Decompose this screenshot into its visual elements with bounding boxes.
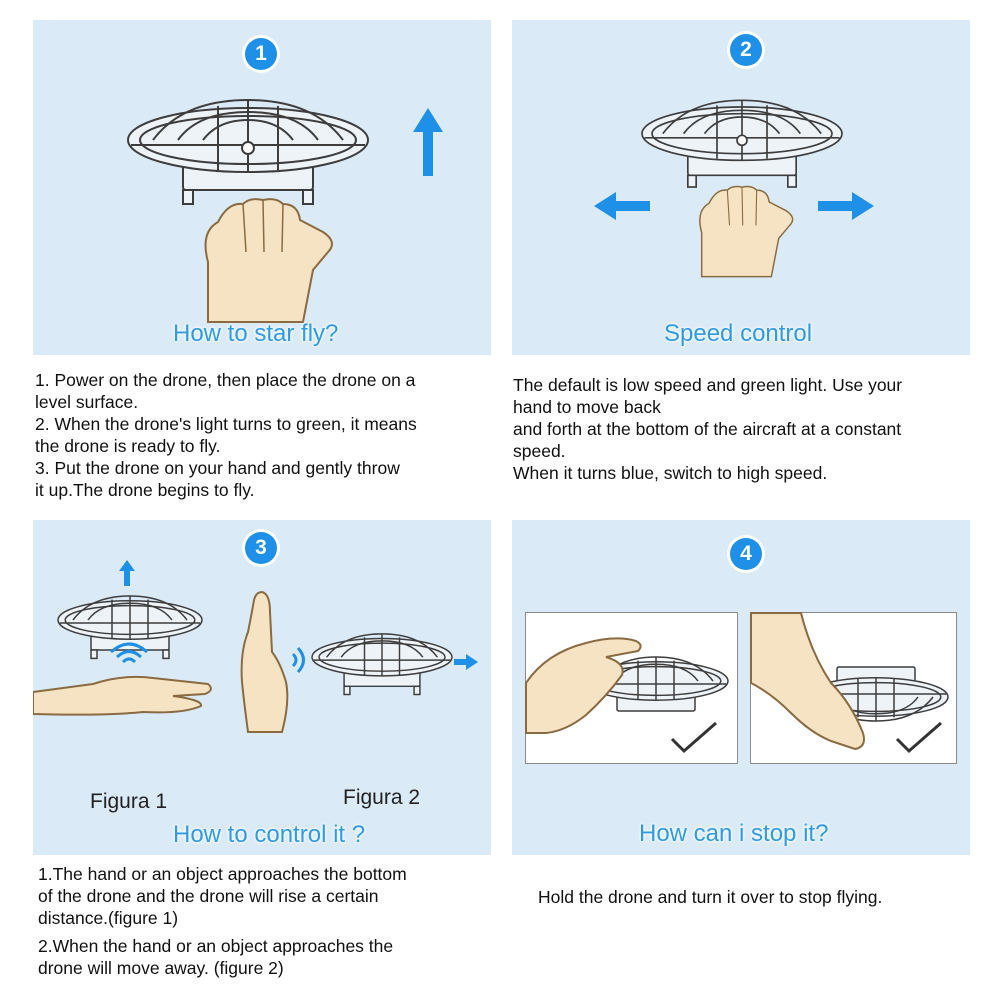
drone-icon xyxy=(309,628,455,698)
arrow-right-icon xyxy=(454,654,478,670)
step3-line-4: 2.When the hand or an object approaches the xyxy=(38,936,394,956)
step2-description xyxy=(513,374,973,484)
step2-line-2: hand to move back xyxy=(513,397,661,417)
step2-line-5: When it turns blue, switch to high speed. xyxy=(513,463,828,483)
step2-title: Speed control xyxy=(664,320,813,347)
arrow-up-icon xyxy=(119,560,135,586)
step1-number-badge: 1 xyxy=(245,38,277,70)
step1-line-4: the drone is ready to fly. xyxy=(35,436,221,456)
drone-icon xyxy=(637,92,847,192)
step2-line-1: The default is low speed and green light. Use your xyxy=(513,375,903,395)
step3-line-5: drone will move away. (figure 2) xyxy=(38,958,284,978)
stop-step-frame-left xyxy=(525,612,738,764)
step1-line-5: 3. Put the drone on your hand and gently throw xyxy=(35,458,400,478)
arrow-right-icon xyxy=(818,192,874,220)
step2-line-3: and forth at the bottom of the aircraft at a constant xyxy=(513,419,902,439)
hand-icon xyxy=(751,613,871,763)
step4-description xyxy=(538,886,978,908)
step2-number-badge: 2 xyxy=(730,34,762,66)
step3-line-3: distance.(figure 1) xyxy=(38,908,179,928)
step3-description xyxy=(38,863,488,979)
step1-line-1: 1. Power on the drone, then place the drone on a xyxy=(35,370,416,390)
hand-icon xyxy=(238,592,290,732)
step4-panel xyxy=(512,520,970,855)
arrow-up-icon xyxy=(413,108,443,178)
checkmark-icon xyxy=(670,721,718,755)
step1-line-6: it up.The drone begins to fly. xyxy=(35,480,255,500)
figure1-label: Figura 1 xyxy=(90,790,168,813)
hand-icon xyxy=(526,623,646,733)
stop-step-frame-right xyxy=(750,612,957,764)
step3-number-badge: 3 xyxy=(245,532,277,564)
step4-number-badge: 4 xyxy=(730,538,762,570)
step1-panel xyxy=(33,20,491,355)
signal-waves-icon xyxy=(109,640,149,668)
step3-panel xyxy=(33,520,491,855)
hand-icon xyxy=(33,670,213,720)
step3-title: How to control it ? xyxy=(173,821,366,848)
step2-line-4: speed. xyxy=(513,441,566,461)
signal-waves-icon xyxy=(289,642,309,678)
hand-icon xyxy=(687,178,797,280)
step3-line-1: 1.The hand or an object approaches the bottom xyxy=(38,864,407,884)
step1-line-3: 2. When the drone's light turns to green, it means xyxy=(35,414,417,434)
hand-icon xyxy=(188,192,338,322)
arrow-left-icon xyxy=(594,192,650,220)
step4-line-1: Hold the drone and turn it over to stop flying. xyxy=(538,887,883,907)
step1-title: How to star fly? xyxy=(173,320,339,347)
figure2-label: Figura 2 xyxy=(343,786,421,809)
step2-panel xyxy=(512,20,970,355)
step1-description xyxy=(35,369,485,501)
checkmark-icon xyxy=(895,721,943,755)
step3-line-2: of the drone and the drone will rise a certain xyxy=(38,886,379,906)
step4-title: How can i stop it? xyxy=(639,820,829,847)
step1-line-2: level surface. xyxy=(35,392,139,412)
